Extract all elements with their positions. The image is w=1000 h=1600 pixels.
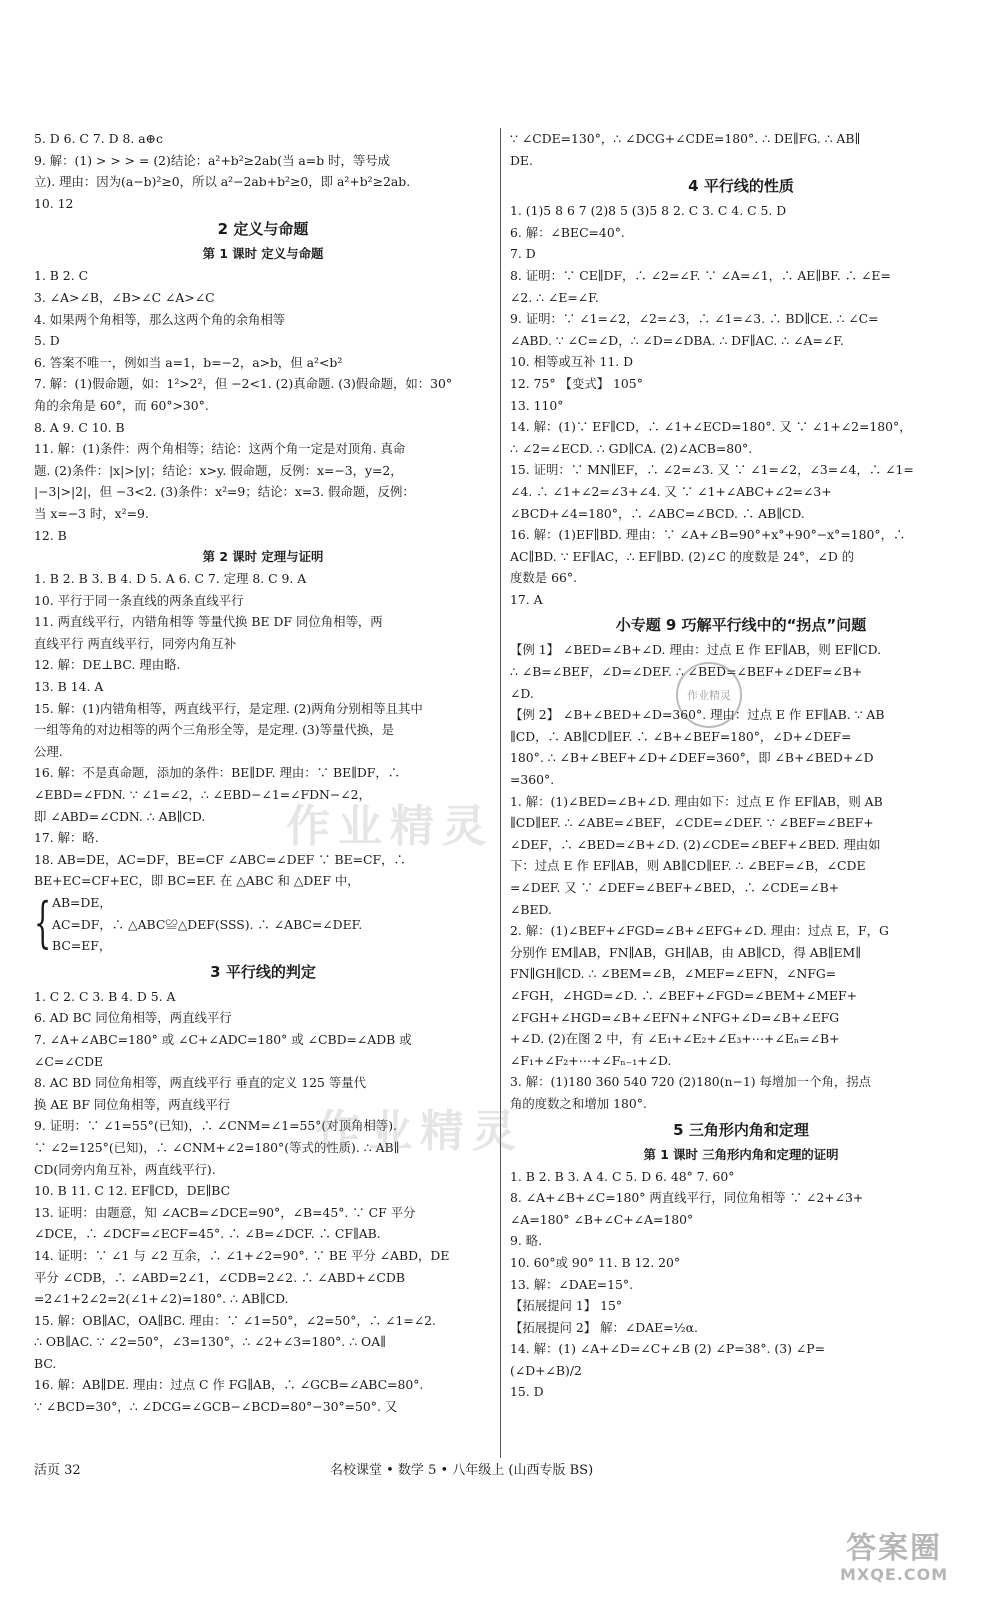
answer-line: 5. D 6. C 7. D 8. a⊕c [34,131,163,146]
left-brace-icon: { [34,891,52,954]
answer-line: 15. 证明：∵ MN∥EF，∴ ∠2=∠3. 又 ∵ ∠1=∠2，∠3=∠4，∴ ∠1= [510,462,914,478]
answer-line: 当 x=−3 时，x²=9. [34,505,149,521]
answer-line: AC∥BD. ∵ EF∥AC，∴ EF∥BD. (2)∠C 的度数是 24°，∠D 的 [510,548,855,564]
answer-line: 分别作 EM∥AB，FN∥AB，GH∥AB，由 AB∥CD，得 AB∥EM∥ [510,944,861,960]
section-2-lesson-2-title: 第 2 课时 定理与证明 [202,549,324,565]
answer-line: FN∥GH∥CD. ∴ ∠BEM=∠B，∠MEF=∠EFN，∠NFG= [510,966,837,982]
answer-line: 14. 解：(1)∵ EF∥CD，∴ ∠1+∠ECD=180°. 又 ∵ ∠1+∠2=180°， [510,419,912,435]
answer-line: 即 ∠ABD=∠CDN. ∴ AB∥CD. [34,808,206,824]
answer-line: 13. 解：∠DAE=15°. [510,1276,634,1292]
watermark-stamp: 作业精灵 [676,662,742,728]
answer-line: 6. AD BC 同位角相等，两直线平行 [34,1010,232,1026]
answer-line: 11. 两直线平行，内错角相等 等量代换 BE DF 同位角相等，两 [34,614,383,630]
answer-line: 9. 证明：∵ ∠1=55°(已知)，∴ ∠CNM=∠1=55°(对顶角相等). [34,1118,397,1134]
answer-line: =360°. [510,772,555,788]
answer-line: BC. [34,1355,57,1371]
answer-line: 平分 ∠CDB，∴ ∠ABD=2∠1，∠CDB=2∠2. ∴ ∠ABD+∠CDB [34,1269,405,1285]
section-5-title: 5 三角形内角和定理 [673,1120,809,1139]
answer-line: 1. B 2. B 3. B 4. D 5. A 6. C 7. 定理 8. C 9. A [34,571,307,587]
answer-line: 16. 解：AB∥DE. 理由：过点 C 作 FG∥AB，∴ ∠GCB=∠ABC=80°. [34,1377,424,1393]
answer-line: 1. C 2. C 3. B 4. D 5. A [34,988,176,1004]
section-2-lesson-1-title: 第 1 课时 定义与命题 [202,246,324,262]
answer-line: 14. 证明：∵ ∠1 与 ∠2 互余，∴ ∠1+∠2=90°. ∵ BE 平分 ∠ABD，DE [34,1247,450,1263]
answer-line: 10. 相等或互补 11. D [510,354,634,370]
answer-line: 1. B 2. C [34,268,89,284]
answer-line: 13. 证明：由题意，知 ∠ACB=∠DCE=90°，∠B=45°. ∵ CF 平分 [34,1204,416,1220]
page-footer [34,1460,974,1482]
answer-line: 8. 证明：∵ CE∥DF，∴ ∠2=∠F. ∵ ∠A=∠1，∴ AE∥BF. ∴ ∠E= [510,267,891,283]
answer-line: 8. A 9. C 10. B [34,419,125,435]
answer-line: 12. 75° 【变式】 105° [510,375,643,391]
answer-line: ∠F₁+∠F₂+⋯+∠Fₙ₋₁+∠D. [510,1052,672,1068]
answer-line: 角的余角是 60°，而 60°>30°. [34,397,209,413]
answer-line: 13. 110° [510,397,564,413]
answer-line: 10. B 11. C 12. EF∥CD，DE∥BC [34,1183,231,1199]
answer-line: 3. 解：(1)180 360 540 720 (2)180(n−1) 每增加一个角，拐点 [510,1074,872,1090]
answer-line: ∠DEF，∴ ∠BED=∠B+∠D. (2)∠CDE=∠BEF+∠BED. 理由如 [510,836,881,852]
answer-line: 度数是 66°. [510,570,578,586]
answer-line: 【拓展提问 1】 15° [510,1298,623,1314]
logo-url: MXQE.COM [840,1565,949,1584]
answer-line: ∥CD，∴ AB∥CD∥EF. ∴ ∠B+∠BEF=180°，∠D+∠DEF= [510,728,852,744]
answer-line: 下：过点 E 作 EF∥AB，则 AB∥CD∥EF. ∴ ∠BEF=∠B，∠CDE [510,858,866,874]
answer-line: CD(同旁内角互补，两直线平行). [34,1161,216,1177]
answer-line: =2∠1+2∠2=2(∠1+∠2)=180°. ∴ AB∥CD. [34,1291,289,1307]
book-title: 名校课堂 • 数学 5 • 八年级上 (山西专版 BS) [330,1463,594,1478]
answer-line: 公理. [34,743,63,759]
answer-line: ∠D. [510,685,534,701]
answer-line: (∠D+∠B)/2 [510,1362,582,1378]
answer-line: 5. D [34,333,60,349]
answer-line: ∵ ∠CDE=130°，∴ ∠DCG+∠CDE=180°. ∴ DE∥FG. ∴ AB∥ [510,131,861,146]
answer-line: 10. 平行于同一条直线的两条直线平行 [34,592,244,608]
answer-line: BE+EC=CF+EC，即 BC=EF. 在 △ABC 和 △DEF 中， [34,873,360,889]
answer-line: ∠4. ∴ ∠1+∠2=∠3+∠4. 又 ∵ ∠1+∠ABC+∠2=∠3+ [510,483,832,499]
answer-line: 9. 证明：∵ ∠1=∠2，∠2=∠3，∴ ∠1=∠3. ∴ BD∥CE. ∴ ∠C= [510,311,879,327]
right-column [510,128,972,1403]
answer-line: ∠2. ∴ ∠E=∠F. [510,289,599,305]
answer-line: 2. 解：(1)∠BEF+∠FGD=∠B+∠EFG+∠D. 理由：过点 E，F，G [510,923,889,939]
answer-line: 【拓展提问 2】 解：∠DAE=½α. [510,1319,698,1335]
answer-line: BC=EF， [52,938,112,954]
answer-line: 【例 1】 ∠BED=∠B+∠D. 理由：过点 E 作 EF∥AB，则 EF∥CD. [510,642,882,658]
answer-line: 18. AB=DE，AC=DF，BE=CF ∠ABC=∠DEF ∵ BE=CF，∴ [34,851,406,867]
answer-line: +∠D. (2)在图 2 中，有 ∠E₁+∠E₂+∠E₃+⋯+∠Eₙ=∠B+ [510,1031,840,1047]
answer-line: ∠BED. [510,901,552,917]
answer-line: 12. 解：DE⊥BC. 理由略. [34,657,181,673]
answer-line: 11. 解：(1)条件：两个角相等；结论：这两个角一定是对顶角. 真命 [34,441,406,457]
left-column [34,128,492,1418]
answer-line: |−3|>|2|，但 −3<2. (3)条件：x²=9；结论：x=3. 假命题，反例： [34,484,415,500]
answer-line: ∠EBD=∠FDN. ∵ ∠1=∠2，∴ ∠EBD−∠1=∠FDN−∠2， [34,787,371,803]
answer-line: 13. B 14. A [34,679,104,695]
answer-line: ∴ ∠2=∠ECD. ∴ GD∥CA. (2)∠ACB=80°. [510,440,753,456]
answer-line: 16. 解：(1)EF∥BD. 理由：∵ ∠A+∠B=90°+x°+90°−x°=180°，∴ [510,527,906,543]
answer-line: 1. B 2. B 3. A 4. C 5. D 6. 48° 7. 60° [510,1168,735,1184]
site-logo [840,1532,948,1584]
answer-line: ∠C=∠CDE [34,1053,104,1069]
answer-line: DE. [510,152,533,168]
answer-line: 一组等角的对边相等的两个三角形全等，是定理. (3)等量代换，是 [34,722,394,738]
answer-line: ∵ ∠BCD=30°，∴ ∠DCG=∠GCB−∠BCD=80°−30°=50°. 又 [34,1399,398,1415]
answer-line: 6. 答案不唯一，例如当 a=1，b=−2，a>b，但 a²<b² [34,354,343,370]
answer-line: ∴ ∠B=∠BEF，∠D=∠DEF. ∴ ∠BED=∠BEF+∠DEF=∠B+ [510,664,863,680]
answer-line: ∠BCD+∠4=180°，∴ ∠ABC=∠BCD. ∴ AB∥CD. [510,505,805,521]
section-2-title: 2 定义与命题 [217,220,309,239]
answer-line: 7. ∠A+∠ABC=180° 或 ∠C+∠ADC=180° 或 ∠CBD=∠ADB 或 [34,1031,412,1047]
answer-line: 7. D [510,246,536,262]
section-4-title: 4 平行线的性质 [688,177,794,196]
answer-line: 9. 解：(1) > > > = (2)结论：a²+b²≥2ab(当 a=b 时，等号成 [34,152,391,168]
answer-line: 1. (1)5 8 6 7 (2)8 5 (3)5 8 2. C 3. C 4. C 5. D [510,203,787,219]
answer-line: AB=DE， [52,895,112,910]
answer-line: 题. (2)条件：|x|>|y|；结论：x>y. 假命题，反例：x=−3，y=2， [34,462,403,478]
answer-line: 14. 解：(1) ∠A+∠D=∠C+∠B (2) ∠P=38°. (3) ∠P= [510,1341,826,1357]
answer-line: 直线平行 两直线平行，同旁内角互补 [34,635,237,651]
answer-line: ∠FGH+∠HGD=∠B+∠EFN+∠NFG+∠D=∠B+∠EFG [510,1009,840,1025]
answer-line: ∠FGH，∠HGD=∠D. ∴ ∠BEF+∠FGD=∠BEM+∠MEF+ [510,987,857,1003]
answer-line: 15. 解：OB∥AC，OA∥BC. 理由：∵ ∠1=50°，∠2=50°，∴ ∠1=∠2. [34,1312,436,1328]
answer-line: ∠A=180° ∠B+∠C+∠A=180° [510,1211,694,1227]
logo-text: 答案圈 [846,1531,943,1566]
answer-line: 16. 解：不是真命题，添加的条件：BE∥DF. 理由：∵ BE∥DF，∴ [34,765,401,781]
watermark-text: 作业精灵 [316,1106,524,1157]
answer-line: 立). 理由：因为(a−b)²≥0，所以 a²−2ab+b²≥0，即 a²+b²≥2ab. [34,174,411,190]
answer-line: 9. 略. [510,1233,543,1249]
answer-line: ∥CD∥EF. ∴ ∠ABE=∠BEF，∠CDE=∠DEF. ∵ ∠BEF=∠BEF+ [510,815,874,831]
answer-line: 17. 解：略. [34,830,99,846]
answer-line: 180°. ∴ ∠B+∠BEF+∠D+∠DEF=360°，即 ∠B+∠BED+∠D [510,750,874,766]
page-number: 活页 32 [34,1463,81,1478]
answer-line: 15. 解：(1)内错角相等，两直线平行，是定理. (2)两角分别相等且其中 [34,700,423,716]
answer-line: 6. 解：∠BEC=40°. [510,224,625,240]
watermark-text: 作业精灵 [286,801,494,852]
answer-line: ∵ ∠2=125°(已知)，∴ ∠CNM+∠2=180°(等式的性质). ∴ AB∥ [34,1139,400,1155]
section-3-title: 3 平行线的判定 [210,962,316,981]
answer-line: 8. ∠A+∠B+∠C=180° 两直线平行，同位角相等 ∵ ∠2+∠3+ [510,1190,864,1206]
answer-line: 角的度数之和增加 180°. [510,1095,647,1111]
section-5-lesson-1-title: 第 1 课时 三角形内角和定理的证明 [643,1146,839,1162]
topic-9-title: 小专题 9 巧解平行线中的“拐点”问题 [615,616,867,635]
answer-line: ∴ OB∥AC. ∵ ∠2=50°，∠3=130°，∴ ∠2+∠3=180°. ∴ OA∥ [34,1334,386,1350]
answer-line: 10. 12 [34,195,74,211]
answer-line: 3. ∠A>∠B，∠B>∠C ∠A>∠C [34,289,215,305]
answer-line: 12. B [34,527,67,543]
answer-line: =∠DEF. 又 ∵ ∠DEF=∠BEF+∠BED，∴ ∠CDE=∠B+ [510,880,840,895]
answer-line: 换 AE BF 同位角相等，两直线平行 [34,1096,231,1112]
answer-line: 7. 解：(1)假命题，如：1²>2²，但 −2<1. (2)真命题. (3)假命题，如：30° [34,376,453,392]
congruence-brace-block [34,892,492,957]
column-divider [500,128,501,1458]
answer-line: 【例 2】 ∠B+∠BED+∠D=360°. 理由：过点 E 作 EF∥AB. ∵ AB [510,707,885,723]
answer-line: 17. A [510,591,543,607]
answer-line: ∠DCE，∴ ∠DCF=∠ECF=45°. ∴ ∠B=∠DCF. ∴ CF∥AB. [34,1226,381,1242]
answer-line: AC=DF，∴ △ABC≌△DEF(SSS). ∴ ∠ABC=∠DEF. [52,916,363,932]
answer-line: 8. AC BD 同位角相等，两直线平行 垂直的定义 125 等量代 [34,1075,366,1091]
answer-line: 15. D [510,1384,544,1400]
answer-line: 4. 如果两个角相等，那么这两个角的余角相等 [34,311,286,327]
answer-line: 10. 60°或 90° 11. B 12. 20° [510,1254,681,1270]
answer-line: ∠ABD. ∵ ∠C=∠D，∴ ∠D=∠DBA. ∴ DF∥AC. ∴ ∠A=∠F. [510,332,844,348]
answer-line: 1. 解：(1)∠BED=∠B+∠D. 理由如下：过点 E 作 EF∥AB，则 AB [510,793,883,809]
